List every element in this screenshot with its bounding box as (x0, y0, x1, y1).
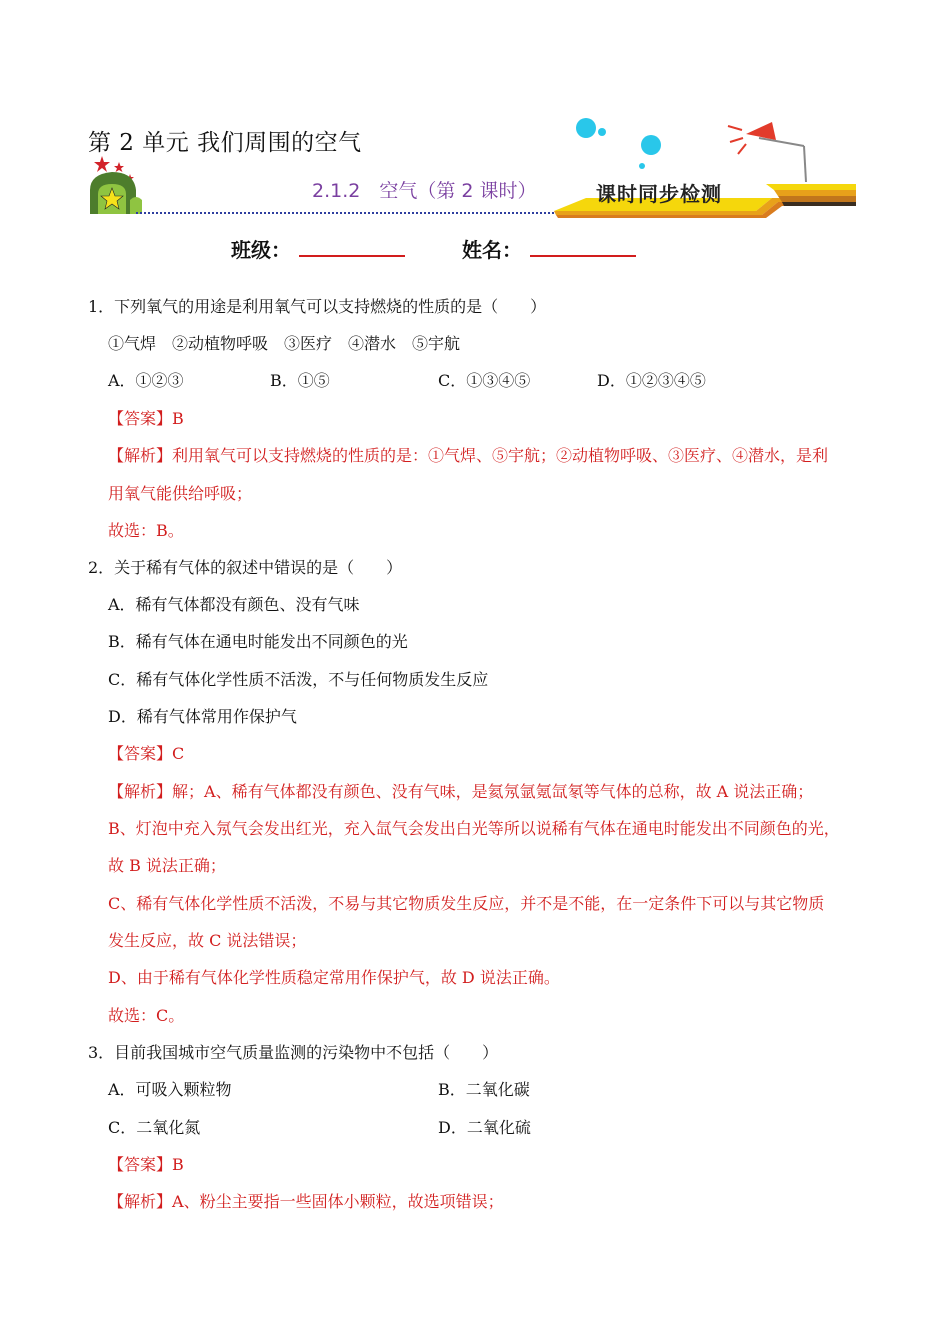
bubble-icon (598, 128, 606, 136)
q1-option-c: C．①③④⑤ (438, 371, 531, 390)
q1-stem: 1．下列氧气的用途是利用氧气可以支持燃烧的性质的是（ ） (88, 297, 547, 316)
q2-option-a: A．稀有气体都没有颜色、没有气味 (108, 595, 360, 614)
q2-option-b: B．稀有气体在通电时能发出不同颜色的光 (108, 632, 408, 651)
unit-title: 第 2 单元 我们周围的空气 (88, 130, 362, 156)
name-input-line[interactable] (530, 255, 636, 257)
q3-option-d: D．二氧化硫 (438, 1118, 531, 1137)
q2-stem: 2．关于稀有气体的叙述中错误的是（ ） (88, 558, 403, 577)
q2-conclusion: 故选：C。 (108, 1006, 185, 1025)
q2-analysis-line-4: C、稀有气体化学性质不活泼，不易与其它物质发生反应，并不是不能，在一定条件下可以与其它物质 (108, 894, 825, 913)
class-input-line[interactable] (299, 255, 405, 257)
q3-option-a: A．可吸入颗粒物 (108, 1080, 232, 1099)
sync-check-label: 课时同步检测 (596, 182, 722, 206)
q2-analysis-line-6: D、由于稀有气体化学性质稳定常用作保护气，故 D 说法正确。 (108, 968, 560, 987)
bubble-icon (576, 118, 596, 138)
desk-lamp-icon (728, 122, 806, 182)
q1-items: ①气焊 ②动植物呼吸 ③医疗 ④潜水 ⑤宇航 (108, 334, 461, 353)
q2-analysis-line-5: 发生反应，故 C 说法错误； (108, 931, 307, 950)
q1-answer: 【答案】B (108, 409, 184, 428)
q1-option-d: D．①②③④⑤ (597, 371, 706, 390)
q2-analysis-line-1: 【解析】解；A、稀有气体都没有颜色、没有气味，是氦氖氩氪氙氡等气体的总称，故 A 说法正确； (108, 782, 814, 801)
star-hill-badge-icon (90, 172, 142, 214)
q3-answer: 【答案】B (108, 1155, 184, 1174)
q1-option-b: B．①⑤ (270, 371, 330, 390)
bubble-icon (639, 163, 645, 169)
name-label: 姓名： (462, 238, 522, 262)
q3-stem: 3．目前我国城市空气质量监测的污染物中不包括（ ） (88, 1043, 499, 1062)
q1-analysis-line-2: 用氧气能供给呼吸； (108, 484, 253, 503)
q1-analysis-line-1: 【解析】利用氧气可以支持燃烧的性质的是：①气焊、⑤宇航；②动植物呼吸、③医疗、④潜水，是利 (108, 446, 829, 465)
q1-conclusion: 故选：B。 (108, 521, 184, 540)
q3-option-b: B．二氧化碳 (438, 1080, 530, 1099)
q1-option-a: A．①②③ (108, 371, 184, 390)
class-label: 班级： (231, 238, 291, 262)
q3-analysis-line-1: 【解析】A、粉尘主要指一些固体小颗粒，故选项错误； (108, 1192, 504, 1211)
analysis-label: 【解析】 (108, 446, 173, 465)
analysis-label: 【解析】 (108, 1192, 173, 1211)
lesson-title: 2.1.2 空气（第 2 课时） (312, 180, 537, 202)
bubble-icon (641, 135, 661, 155)
analysis-label: 【解析】 (108, 782, 173, 801)
q2-option-c: C．稀有气体化学性质不活泼，不与任何物质发生反应 (108, 670, 489, 689)
q2-analysis-line-3: 故 B 说法正确； (108, 856, 226, 875)
q2-option-d: D．稀有气体常用作保护气 (108, 707, 297, 726)
q2-analysis-line-2: B、灯泡中充入氖气会发出红光，充入氙气会发出白光等所以说稀有气体在通电时能发出不同颜色的光， (108, 819, 840, 838)
q2-answer: 【答案】C (108, 744, 185, 763)
q3-option-c: C．二氧化氮 (108, 1118, 201, 1137)
